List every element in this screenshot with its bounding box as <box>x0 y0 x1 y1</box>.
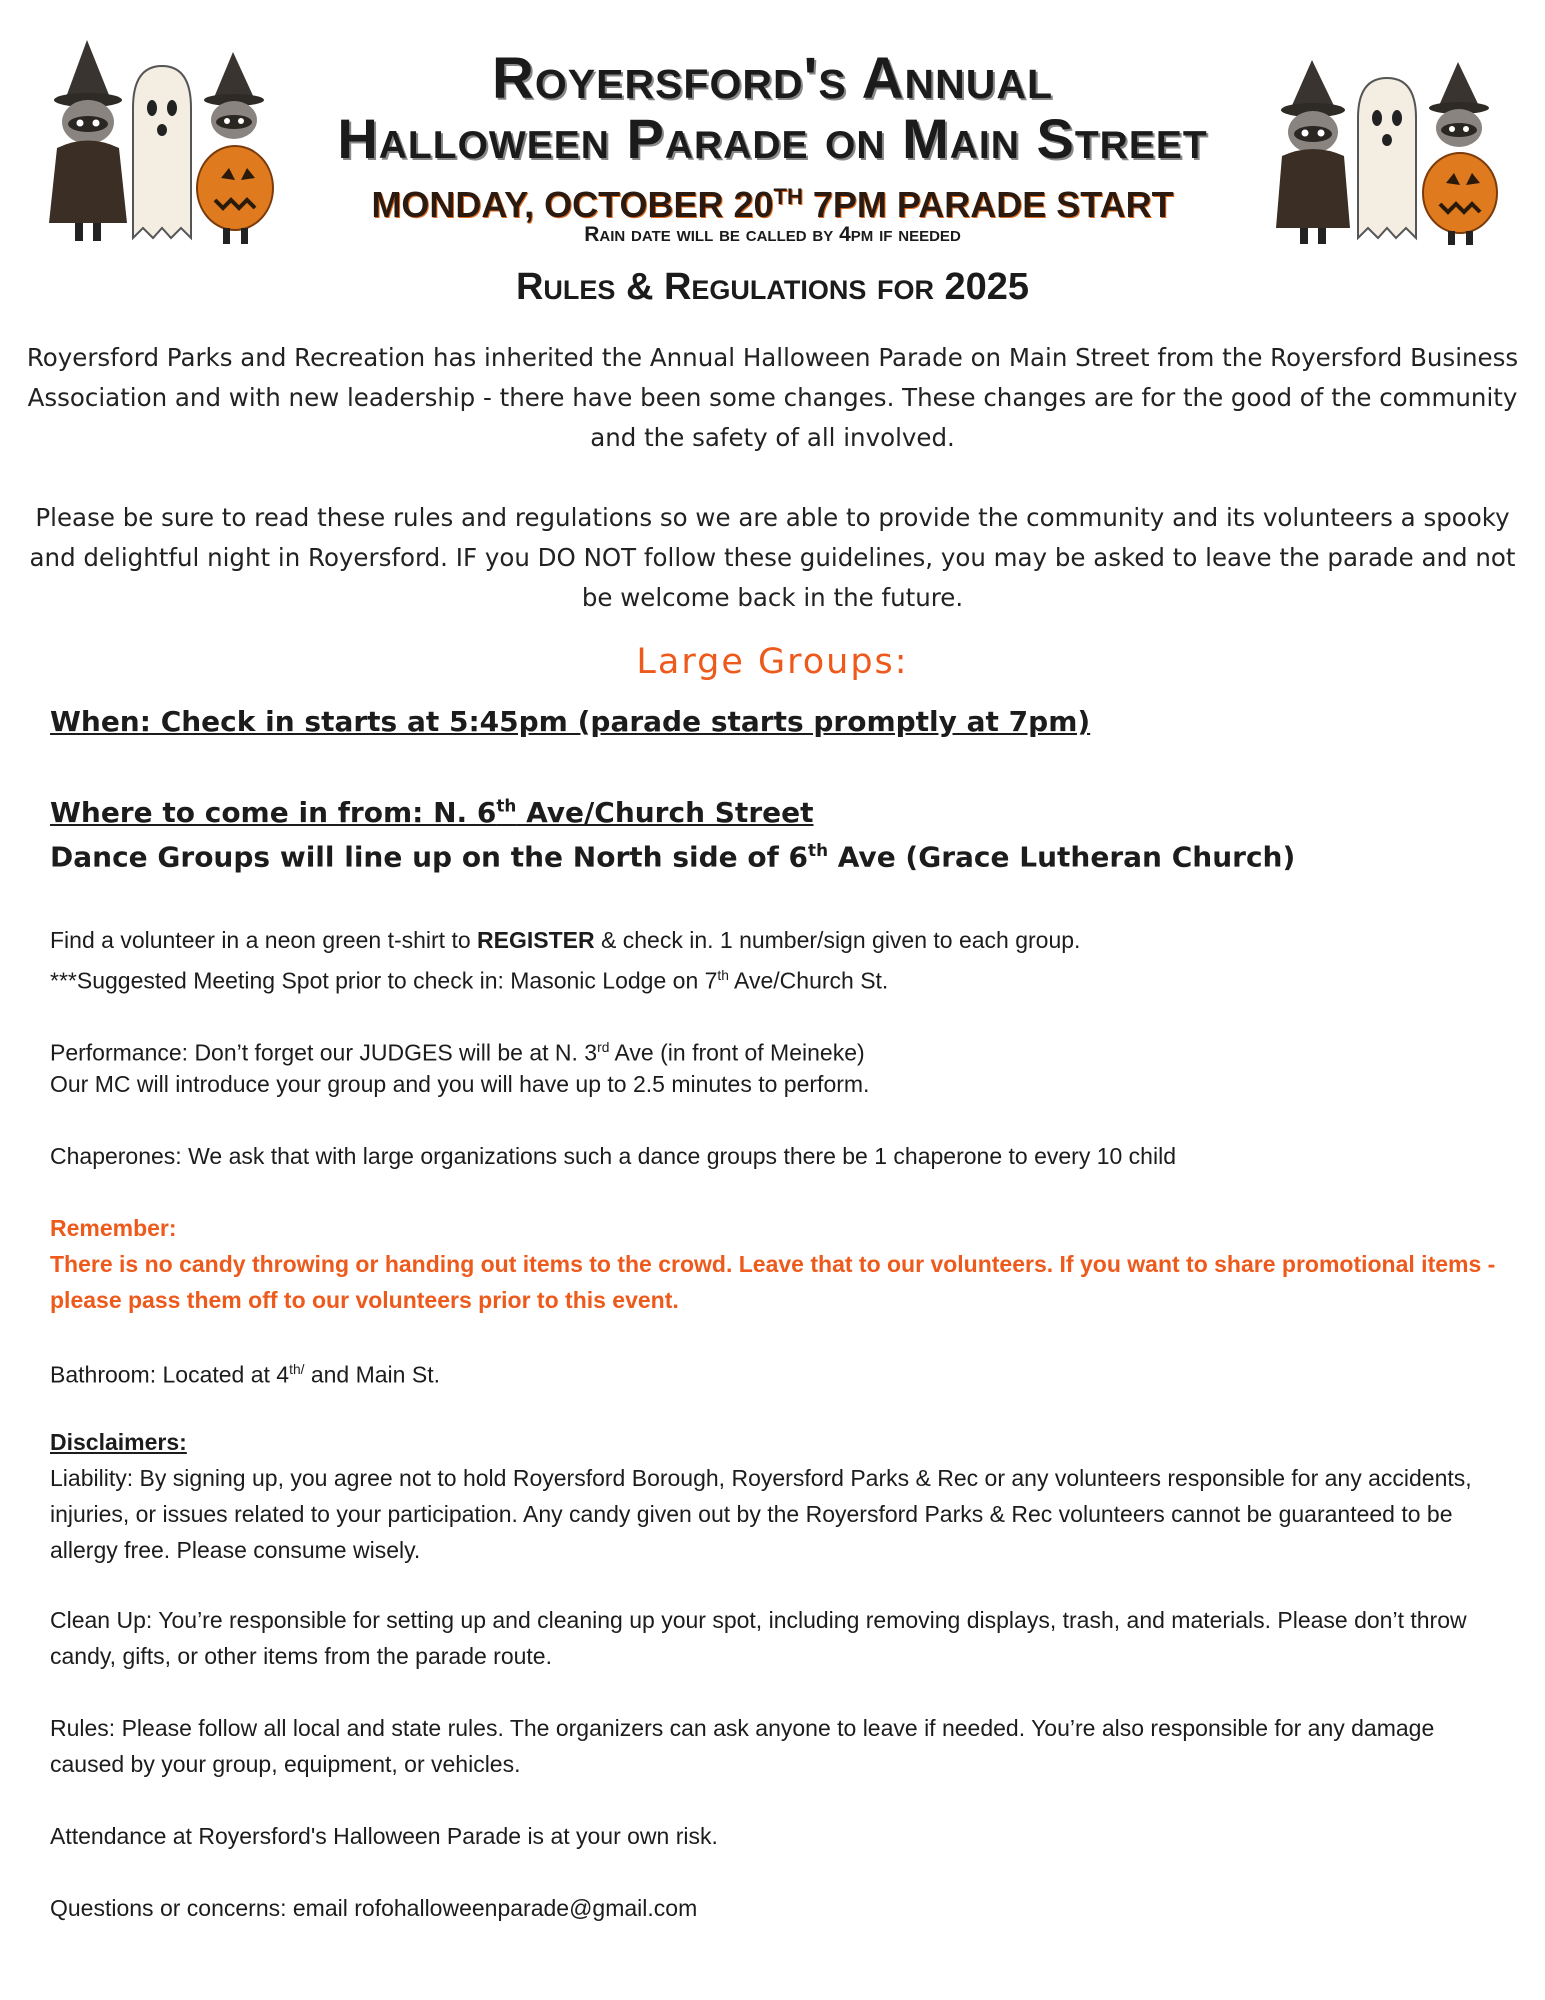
event-date: MONDAY, OCTOBER 20TH 7PM PARADE START <box>371 184 1174 225</box>
dance-groups-line: Dance Groups will line up on the North side of 6th Ave (Grace Lutheran Church) <box>50 840 1296 874</box>
meeting-spot-line: ***Suggested Meeting Spot prior to check in: Masonic Lodge on 7th Ave/Church St. <box>50 967 889 994</box>
attendance-text: Attendance at Royersford's Halloween Parade is at your own risk. <box>50 1823 718 1849</box>
intro-paragraph-2: Please be sure to read these rules and regulations so we are able to provide the community and its volunteers a spooky and delightful night in Royersford. IF you DO NOT follow these guidelines, you may be asked to leave the parade and not be welcome back in the future. <box>29 503 1516 612</box>
rules-text: Rules: Please follow all local and state rules. The organizers can ask anyone to leave if needed. You’re also responsible for any damage caused by your group, equipment, or vehicles. <box>50 1715 1435 1777</box>
title-line-2: Halloween Parade on Main Street <box>337 107 1208 170</box>
liability-text: Liability: By signing up, you agree not to hold Royersford Borough, Royersford Parks & Rec or any volunteers responsible for any accidents, injuries, or issues related to your participation. Any candy given out by the Royersford Parks & Rec volunteers cannot be guaranteed to be allergy free. Please consume wisely. <box>50 1465 1472 1563</box>
when-line: When: Check in starts at 5:45pm (parade starts promptly at 7pm) <box>50 705 1091 738</box>
large-groups-heading: Large Groups: <box>636 642 909 682</box>
remember-text: There is no candy throwing or handing out items to the crowd. Leave that to our volunteers. If you want to share promotional items - please pass them off to our volunteers prior to this event. <box>50 1251 1496 1313</box>
performance-line: Performance: Don’t forget our JUDGES will be at N. 3rd Ave (in front of Meineke) <box>50 1039 865 1066</box>
bathroom-line: Bathroom: Located at $4^{th/}$ and Main St. <box>50 1361 440 1388</box>
intro-paragraph-1: Royersford Parks and Recreation has inherited the Annual Halloween Parade on Main Street from the Royersford Business Association and with new leadership - there have been some changes. These changes are for the good of the community and the safety of all involved. <box>26 343 1519 452</box>
cleanup-text: Clean Up: You’re responsible for setting up and cleaning up your spot, including removing displays, trash, and materials. Please don’t throw candy, gifts, or other items from the parade route. <box>50 1607 1467 1669</box>
rain-date-note: Rain date will be called by 4pm if needed <box>584 223 961 246</box>
rules-title: Rules & Regulations for 2025 <box>515 266 1030 308</box>
where-line: Where to come in from: N. 6th Ave/Church Street <box>50 796 814 830</box>
chaperones-line: Chaperones: We ask that with large organizations such a dance groups there be 1 chaperone to every 10 child <box>50 1143 1176 1169</box>
disclaimers-title: Disclaimers: <box>50 1429 187 1455</box>
remember-title: Remember: <box>50 1215 177 1241</box>
title-line-1: Royersford's Annual <box>491 46 1054 111</box>
mc-line: Our MC will introduce your group and you will have up to 2.5 minutes to perform. <box>50 1071 870 1097</box>
questions-text: Questions or concerns: email rofohalloweenparade@gmail.com <box>50 1895 698 1921</box>
register-line: Find a volunteer in a neon green t-shirt to REGISTER & check in. 1 number/sign given to each group. <box>50 927 1081 953</box>
